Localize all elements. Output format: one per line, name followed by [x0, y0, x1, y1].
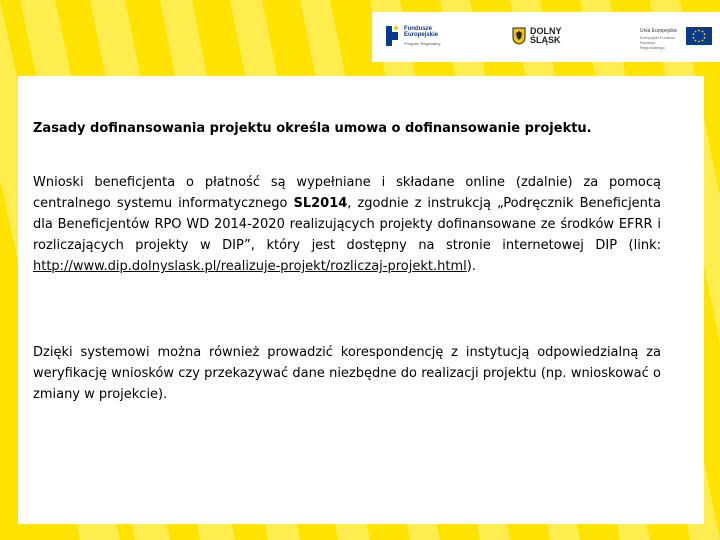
dolny-slask-logo [512, 24, 572, 52]
dolny-slask-line2: ŚLĄSK [530, 35, 561, 45]
fundusze-line2: Europejskie [404, 32, 439, 38]
sl2014-bold: SL2014 [293, 196, 348, 211]
unia-europejska-logo [640, 25, 716, 51]
para2-end: ). [466, 259, 476, 274]
heading-paragraph: Zasady dofinansowania projektu określa umowa o dofinansowanie projektu. [33, 121, 592, 136]
unia-line2: Europejski Fundusz Rozwoju Regionalnego [640, 35, 676, 50]
paragraph-online-submission [33, 172, 661, 277]
para2-text-1: Wnioski beneficjenta o płatność są wypełniane i składane online (zdalnie) za pomocą centralnego systemu informatycznego [33, 175, 661, 211]
dip-link[interactable]: http://www.dip.dolnyslask.pl/realizuje-projekt/rozliczaj-projekt.html [33, 259, 467, 274]
para2-text-2: , zgodnie z instrukcją „Podręcznik Beneficjenta dla Beneficjentów RPO WD 2014-2020 realizujących projekty dofinansowane ze środków EFRR i rozliczających projekty w DIP”, który jest dostępny na stronie internetowej DIP (link: [33, 196, 661, 253]
logo-bar [372, 12, 720, 62]
fundusze-star-icon [384, 24, 400, 48]
fundusze-line1: Fundusze [404, 26, 432, 32]
dolny-slask-line1: DOLNY [530, 26, 562, 36]
paragraph-correspondence: Dzięki systemowi można również prowadzić korespondencję z instytucją odpowiedzialną za weryfikację wniosków czy przekazywać dane niezbędne do realizacji projektu (np. wnioskować o zmiany w projekcie). [33, 345, 661, 402]
unia-line1: Unia Europejska [640, 28, 677, 34]
eagle-crest-icon [512, 27, 526, 45]
fundusze-europejskie-logo [384, 22, 454, 52]
content-panel [18, 76, 704, 524]
fundusze-line3: Program Regionalny [404, 41, 441, 46]
eu-flag-icon [686, 27, 712, 45]
